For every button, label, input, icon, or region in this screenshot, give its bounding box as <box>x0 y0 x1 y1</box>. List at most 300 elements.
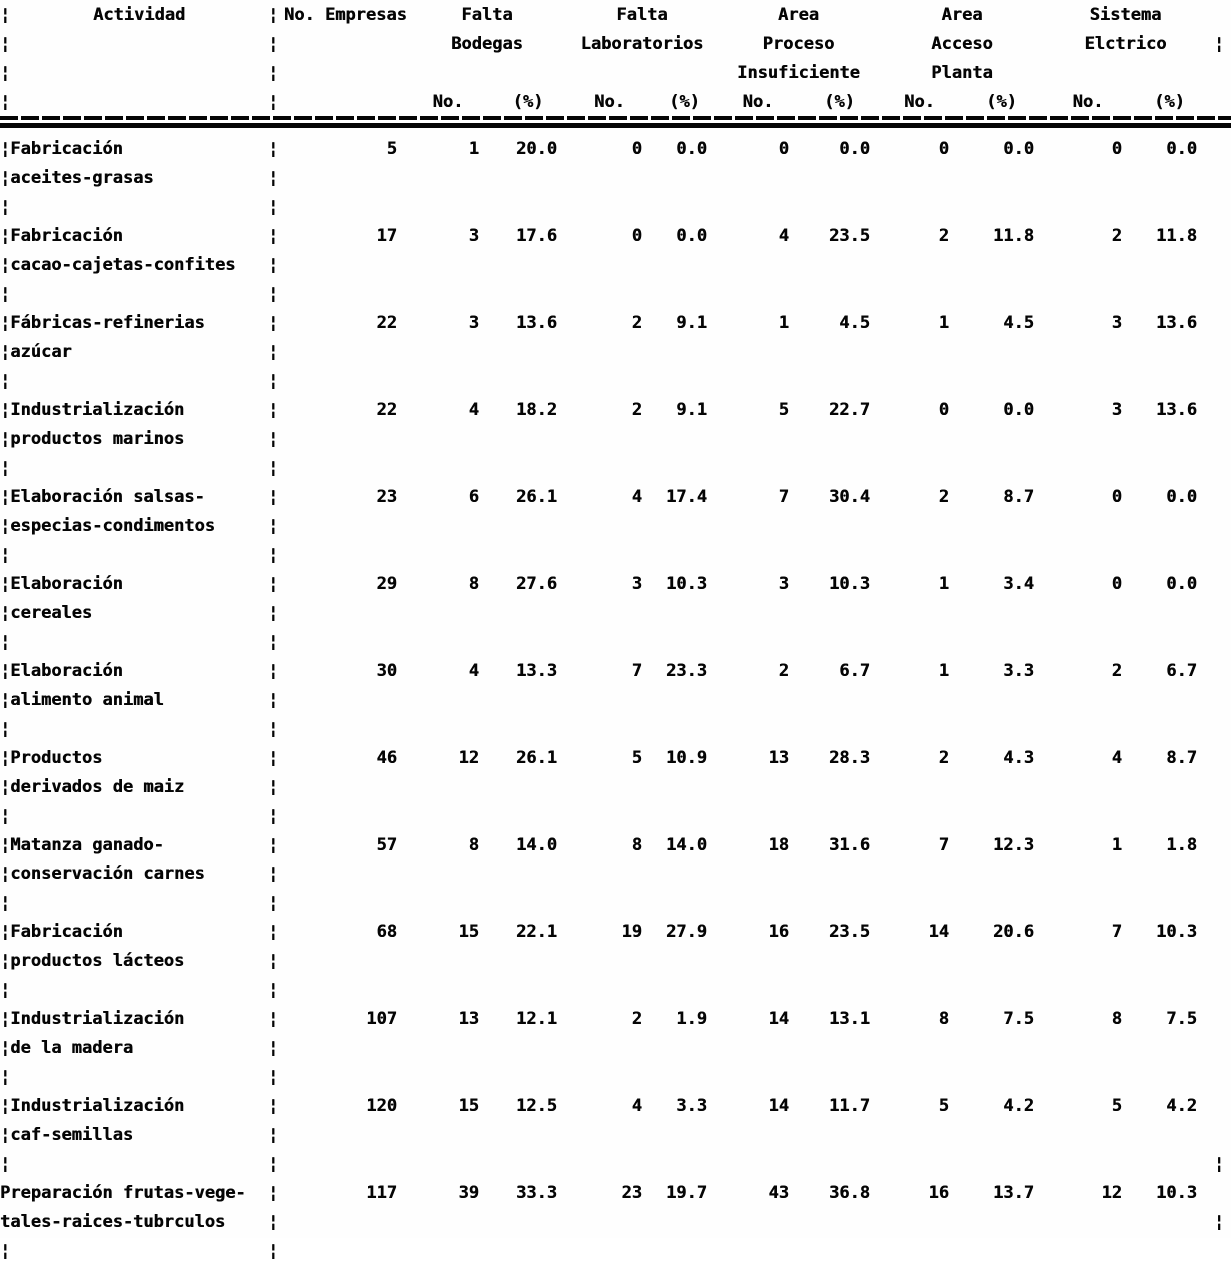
cell-electrico-no: 3 <box>1111 399 1122 420</box>
pipe-mark: ¦ <box>0 1008 11 1029</box>
cell-activity-line1 <box>0 400 268 420</box>
cell-acceso-no: 0 <box>938 399 949 420</box>
pipe-mark: ¦ <box>268 370 279 391</box>
table-row-separator-line <box>0 627 1231 656</box>
cell-lab-no: 7 <box>631 660 642 681</box>
pipe-mark: ¦ <box>268 921 279 942</box>
cell-acceso-pct: 8.7 <box>1003 486 1034 507</box>
activity-name-line1: Industrialización <box>10 1095 185 1116</box>
pipe-mark: ¦ <box>268 486 279 507</box>
cell-proceso-no: 4 <box>778 225 789 246</box>
cell-proceso-no: 16 <box>768 921 789 942</box>
cell-activity-line1 <box>0 574 268 594</box>
cell-lab-no: 4 <box>631 1095 642 1116</box>
pipe-mark: ¦ <box>1213 33 1225 54</box>
cell-acceso-pct: 0.0 <box>1003 138 1034 159</box>
pipe-mark: ¦ <box>268 1124 279 1145</box>
cell-electrico-no: 5 <box>1111 1095 1122 1116</box>
cell-proceso-no: 43 <box>768 1182 789 1203</box>
cell-bodegas-no: 8 <box>468 834 479 855</box>
cell-acceso-no: 0 <box>938 138 949 159</box>
pipe-mark: ¦ <box>268 1240 279 1261</box>
column-header-empresas: No. Empresas <box>284 4 407 25</box>
activity-name-line2: productos marinos <box>10 428 185 449</box>
cell-bodegas-no: 39 <box>458 1182 479 1203</box>
pipe-mark: ¦ <box>0 689 11 710</box>
pipe-mark: ¦ <box>0 834 11 855</box>
cell-acceso-pct: 3.3 <box>1003 660 1034 681</box>
cell-lab-pct: 19.7 <box>666 1182 707 1203</box>
cell-lab-pct: 0.0 <box>676 225 707 246</box>
pipe-mark: ¦ <box>268 1095 279 1116</box>
cell-bodegas-pct: 12.5 <box>516 1095 557 1116</box>
pipe-mark: ¦ <box>268 138 279 159</box>
cell-empresas: 46 <box>376 747 397 768</box>
column-header-actividad <box>0 5 268 25</box>
table-row-separator-line <box>0 366 1231 395</box>
table-row-line-1 <box>0 917 1231 946</box>
cell-empresas: 29 <box>376 573 397 594</box>
cell-lab-no: 3 <box>631 573 642 594</box>
cell-electrico-pct: 6.7 <box>1166 660 1197 681</box>
cell-proceso-no: 14 <box>768 1095 789 1116</box>
pipe-mark: ¦ <box>268 573 279 594</box>
cell-lab-pct: 14.0 <box>666 834 707 855</box>
table-row-separator-line <box>0 801 1231 830</box>
activity-name-line2: alimento animal <box>10 689 164 710</box>
activity-name-line2: aceites-grasas <box>10 167 154 188</box>
pipe-mark: ¦ <box>268 1037 279 1058</box>
cell-acceso-pct: 7.5 <box>1003 1008 1034 1029</box>
header-line-1 <box>0 0 1231 29</box>
cell-lab-no: 0 <box>631 225 642 246</box>
pipe-mark: ¦ <box>268 341 279 362</box>
table-row <box>0 308 1231 395</box>
cell-activity-line1 <box>0 1183 268 1203</box>
cell-acceso-pct: 4.5 <box>1003 312 1034 333</box>
cell-proceso-pct: 28.3 <box>829 747 870 768</box>
table-row-line-2 <box>0 859 1231 888</box>
cell-bodegas-pct: 27.6 <box>516 573 557 594</box>
cell-activity-line2 <box>0 516 268 536</box>
table-row <box>0 569 1231 656</box>
pipe-mark: ¦ <box>0 776 11 797</box>
cell-acceso-pct: 20.6 <box>993 921 1034 942</box>
subheader-acceso-pct: (%) <box>986 91 1017 112</box>
cell-bodegas-pct: 26.1 <box>516 747 557 768</box>
pipe-mark: ¦ <box>268 457 279 478</box>
pipe-mark: ¦ <box>0 515 11 536</box>
cell-lab-pct: 9.1 <box>676 312 707 333</box>
table-row-separator-line <box>0 975 1231 1004</box>
cell-bodegas-pct: 13.6 <box>516 312 557 333</box>
activity-name-line2: cacao-cajetas-confites <box>10 254 236 275</box>
pipe-mark: ¦ <box>268 631 279 652</box>
pipe-mark: ¦ <box>268 805 279 826</box>
cell-lab-no: 5 <box>631 747 642 768</box>
activity-name-line1: Matanza ganado- <box>10 834 164 855</box>
cell-bodegas-no: 4 <box>468 660 479 681</box>
table-row-line-2 <box>0 511 1231 540</box>
subheader-laboratorios-pct: (%) <box>669 91 700 112</box>
activity-name-line1: Elaboración <box>10 573 123 594</box>
cell-electrico-pct: 0.0 <box>1166 573 1197 594</box>
pipe-mark: ¦ <box>0 399 11 420</box>
activity-name-line1: Fabricación <box>10 921 123 942</box>
cell-bodegas-no: 1 <box>468 138 479 159</box>
pipe-mark: ¦ <box>268 4 279 25</box>
cell-activity-line2 <box>0 690 268 710</box>
pipe-mark: ¦ <box>268 225 279 246</box>
activity-name-line2: especias-condimentos <box>10 515 215 536</box>
cell-bodegas-pct: 18.2 <box>516 399 557 420</box>
cell-activity-line1 <box>0 835 268 855</box>
pipe-mark: ¦ <box>0 1153 11 1174</box>
pipe-mark: ¦ <box>0 167 11 188</box>
table-row-line-1 <box>0 308 1231 337</box>
table-row-separator-line <box>0 1149 1231 1178</box>
cell-proceso-no: 5 <box>778 399 789 420</box>
pipe-mark: ¦ <box>0 138 11 159</box>
cell-electrico-pct: 4.2 <box>1166 1095 1197 1116</box>
table-row <box>0 830 1231 917</box>
pipe-mark: ¦ <box>0 312 11 333</box>
cell-acceso-pct: 3.4 <box>1003 573 1034 594</box>
cell-bodegas-pct: 33.3 <box>516 1182 557 1203</box>
subheader-laboratorios-no: No. <box>594 91 625 112</box>
cell-acceso-pct: 4.3 <box>1003 747 1034 768</box>
table-row-line-1 <box>0 569 1231 598</box>
table-row-line-1 <box>0 482 1231 511</box>
pipe-mark: ¦ <box>0 718 11 739</box>
subheader-proceso-pct: (%) <box>824 91 855 112</box>
cell-electrico-no: 0 <box>1111 486 1122 507</box>
cell-activity-line2 <box>0 255 268 275</box>
pipe-mark: ¦ <box>268 602 279 623</box>
pipe-mark: ¦ <box>0 573 11 594</box>
cell-activity-line2 <box>0 429 268 449</box>
cell-empresas: 30 <box>376 660 397 681</box>
pipe-mark: ¦ <box>0 1066 11 1087</box>
cell-acceso-no: 5 <box>938 1095 949 1116</box>
pipe-mark: ¦ <box>0 370 11 391</box>
header-line-3 <box>0 58 1231 87</box>
pipe-mark: ¦ <box>268 399 279 420</box>
cell-lab-no: 4 <box>631 486 642 507</box>
pipe-mark: ¦ <box>0 62 11 83</box>
cell-acceso-pct: 11.8 <box>993 225 1034 246</box>
cell-activity-line1 <box>0 661 268 681</box>
activity-name-line2: cereales <box>10 602 93 623</box>
cell-bodegas-pct: 12.1 <box>516 1008 557 1029</box>
column-header-planta: Planta <box>931 62 993 83</box>
activity-name-line2: conservación carnes <box>10 863 205 884</box>
table-row-line-2 <box>0 772 1231 801</box>
column-header-bodegas: Bodegas <box>451 33 523 54</box>
cell-bodegas-no: 8 <box>468 573 479 594</box>
cell-lab-pct: 17.4 <box>666 486 707 507</box>
cell-activity-line1 <box>0 226 268 246</box>
cell-empresas: 107 <box>366 1008 397 1029</box>
table-row-line-1 <box>0 134 1231 163</box>
table-row-line-2 <box>0 1033 1231 1062</box>
column-header-sistema: Sistema <box>1089 4 1162 25</box>
column-header-elctrico: Elctrico <box>1084 33 1167 54</box>
table-row-separator-line <box>0 279 1231 308</box>
cell-acceso-pct: 13.7 <box>993 1182 1034 1203</box>
cell-proceso-no: 3 <box>778 573 789 594</box>
table-row-separator-line <box>0 1062 1231 1091</box>
cell-acceso-no: 2 <box>938 747 949 768</box>
table-row-line-2 <box>0 598 1231 627</box>
pipe-mark: ¦ <box>268 544 279 565</box>
table-row-line-1 <box>0 1004 1231 1033</box>
table-row-separator-line <box>0 714 1231 743</box>
subheader-bodegas-no: No. <box>432 91 464 112</box>
table-row-line-2 <box>0 337 1231 366</box>
cell-bodegas-pct: 20.0 <box>516 138 557 159</box>
cell-activity-line2 <box>0 168 268 188</box>
cell-proceso-pct: 23.5 <box>829 921 870 942</box>
cell-proceso-no: 14 <box>768 1008 789 1029</box>
table-row <box>0 395 1231 482</box>
cell-electrico-pct: 0.0 <box>1166 486 1197 507</box>
cell-empresas: 57 <box>376 834 397 855</box>
cell-bodegas-no: 15 <box>458 1095 479 1116</box>
cell-acceso-pct: 0.0 <box>1003 399 1034 420</box>
table-row-separator-line <box>0 540 1231 569</box>
pipe-mark: ¦ <box>0 283 11 304</box>
cell-lab-no: 2 <box>631 1008 642 1029</box>
column-header-proceso: Proceso <box>762 33 835 54</box>
cell-electrico-no: 1 <box>1111 834 1122 855</box>
pipe-mark: ¦ <box>268 863 279 884</box>
cell-bodegas-no: 3 <box>468 312 479 333</box>
cell-activity-line2 <box>0 864 268 884</box>
subheader-electrico-pct: (%) <box>1154 91 1185 112</box>
column-header-falta-bodegas: Falta <box>461 4 513 25</box>
cell-electrico-no: 7 <box>1111 921 1122 942</box>
cell-activity-line2 <box>0 951 268 971</box>
cell-electrico-pct: 0.0 <box>1166 138 1197 159</box>
activity-name-line1: Fábricas-refinerias <box>10 312 205 333</box>
table-row <box>0 221 1231 308</box>
activity-name-line1: Industrialización <box>10 399 185 420</box>
pipe-mark: ¦ <box>268 196 279 217</box>
table-row-line-1 <box>0 830 1231 859</box>
header-line-4 <box>0 87 1231 116</box>
header-line-2 <box>0 29 1231 58</box>
cell-activity-line1 <box>0 487 268 507</box>
cell-proceso-no: 13 <box>768 747 789 768</box>
pipe-mark: ¦ <box>0 631 11 652</box>
column-header-area-acceso: Area <box>941 4 983 25</box>
table-row-line-2 <box>0 250 1231 279</box>
cell-activity-line1 <box>0 1009 268 1029</box>
table-row-separator-line <box>0 888 1231 917</box>
activity-name-line1: Productos <box>10 747 103 768</box>
cell-bodegas-no: 4 <box>468 399 479 420</box>
table-row-separator-line <box>0 453 1231 482</box>
cell-lab-no: 2 <box>631 399 642 420</box>
pipe-mark: ¦ <box>268 167 279 188</box>
cell-empresas: 22 <box>376 399 397 420</box>
table-row-line-2 <box>0 685 1231 714</box>
subheader-proceso-no: No. <box>742 91 774 112</box>
cell-electrico-no: 3 <box>1111 312 1122 333</box>
table-row-line-2 <box>0 1120 1231 1149</box>
cell-acceso-no: 8 <box>938 1008 949 1029</box>
pipe-mark: ¦ <box>1213 1153 1225 1174</box>
pipe-mark: ¦ <box>0 602 11 623</box>
table-row-line-2 <box>0 1207 1231 1236</box>
column-header-actividad-label: Actividad <box>93 4 186 25</box>
pipe-mark: ¦ <box>268 515 279 536</box>
cell-acceso-no: 16 <box>928 1182 949 1203</box>
cell-electrico-no: 0 <box>1111 138 1122 159</box>
cell-electrico-pct: 13.6 <box>1156 399 1197 420</box>
pipe-mark: ¦ <box>268 1066 279 1087</box>
cell-activity-line2 <box>0 777 268 797</box>
cell-acceso-no: 14 <box>928 921 949 942</box>
cell-electrico-pct: 7.5 <box>1166 1008 1197 1029</box>
pipe-mark: ¦ <box>0 544 11 565</box>
subheader-bodegas-pct: (%) <box>512 91 544 112</box>
activity-name-line2: productos lácteos <box>10 950 185 971</box>
pipe-mark: ¦ <box>0 892 11 913</box>
cell-electrico-pct: 10.3 <box>1156 1182 1197 1203</box>
cell-proceso-no: 1 <box>778 312 789 333</box>
cell-electrico-pct: 10.3 <box>1156 921 1197 942</box>
pipe-mark: ¦ <box>0 979 11 1000</box>
table-row-line-1 <box>0 395 1231 424</box>
pipe-mark: ¦ <box>0 341 11 362</box>
table-row <box>0 482 1231 569</box>
pipe-mark: ¦ <box>0 33 11 54</box>
cell-electrico-no: 2 <box>1111 225 1122 246</box>
cell-activity-line1 <box>0 922 268 942</box>
pipe-mark: ¦ <box>268 950 279 971</box>
activity-name-line1: Elaboración salsas- <box>10 486 205 507</box>
cell-electrico-no: 8 <box>1111 1008 1122 1029</box>
pipe-mark: ¦ <box>268 1153 279 1174</box>
pipe-mark: ¦ <box>0 747 11 768</box>
pipe-mark: ¦ <box>268 312 279 333</box>
cell-lab-pct: 23.3 <box>666 660 707 681</box>
cell-lab-no: 8 <box>631 834 642 855</box>
cell-proceso-no: 2 <box>778 660 789 681</box>
cell-bodegas-no: 13 <box>458 1008 479 1029</box>
cell-proceso-pct: 30.4 <box>829 486 870 507</box>
pipe-mark: ¦ <box>0 196 11 217</box>
cell-lab-pct: 0.0 <box>676 138 707 159</box>
cell-proceso-pct: 36.8 <box>829 1182 870 1203</box>
pipe-mark: ¦ <box>0 921 11 942</box>
cell-lab-pct: 9.1 <box>676 399 707 420</box>
cell-empresas: 117 <box>366 1182 397 1203</box>
table-row <box>0 134 1231 221</box>
cell-activity-line1 <box>0 748 268 768</box>
pipe-mark: ¦ <box>0 1124 11 1145</box>
cell-bodegas-pct: 13.3 <box>516 660 557 681</box>
cell-proceso-pct: 22.7 <box>829 399 870 420</box>
table-row-separator-line <box>0 1236 1231 1265</box>
activity-name-line1: Fabricación <box>10 138 123 159</box>
cell-empresas: 22 <box>376 312 397 333</box>
subheader-electrico-no: No. <box>1072 91 1104 112</box>
cell-proceso-pct: 4.5 <box>839 312 870 333</box>
activity-name-line1: Preparación frutas-vege- <box>0 1182 246 1203</box>
table-row-line-2 <box>0 163 1231 192</box>
cell-acceso-pct: 4.2 <box>1003 1095 1034 1116</box>
table-row <box>0 1091 1231 1178</box>
cell-bodegas-pct: 14.0 <box>516 834 557 855</box>
table-row-line-1 <box>0 221 1231 250</box>
activity-name-line1: Industrialización <box>10 1008 185 1029</box>
cell-activity-line2 <box>0 603 268 623</box>
pipe-mark: ¦ <box>0 225 11 246</box>
cell-electrico-no: 0 <box>1111 573 1122 594</box>
activity-name-line1: Fabricación <box>10 225 123 246</box>
pipe-mark: ¦ <box>0 457 11 478</box>
cell-activity-line2 <box>0 1038 268 1058</box>
pipe-mark: ¦ <box>0 486 11 507</box>
pipe-mark: ¦ <box>268 747 279 768</box>
column-header-laboratorios: Laboratorios <box>580 33 704 54</box>
double-rule-divider <box>0 116 1231 128</box>
cell-electrico-no: 4 <box>1111 747 1122 768</box>
pipe-mark: ¦ <box>0 1095 11 1116</box>
table-row-line-1 <box>0 743 1231 772</box>
cell-lab-pct: 1.9 <box>676 1008 707 1029</box>
cell-activity-line2 <box>0 342 268 362</box>
subheader-acceso-no: No. <box>904 91 935 112</box>
cell-proceso-pct: 6.7 <box>839 660 870 681</box>
cell-activity-line1 <box>0 313 268 333</box>
table-row-line-1 <box>0 1091 1231 1120</box>
table-row-separator-line <box>0 192 1231 221</box>
table-row-line-2 <box>0 946 1231 975</box>
cell-electrico-no: 2 <box>1111 660 1122 681</box>
pipe-mark: ¦ <box>0 1240 11 1261</box>
table-row <box>0 1004 1231 1091</box>
pipe-mark: ¦ <box>0 805 11 826</box>
pipe-mark: ¦ <box>0 91 11 112</box>
cell-bodegas-no: 12 <box>458 747 479 768</box>
cell-bodegas-no: 6 <box>468 486 479 507</box>
cell-activity-line2 <box>0 1125 268 1145</box>
cell-activity-line1 <box>0 1096 268 1116</box>
cell-acceso-no: 1 <box>938 312 949 333</box>
cell-acceso-pct: 12.3 <box>993 834 1034 855</box>
column-header-insuficiente: Insuficiente <box>737 62 860 83</box>
activity-name-line2: caf-semillas <box>10 1124 134 1145</box>
pipe-mark: ¦ <box>268 283 279 304</box>
cell-lab-pct: 3.3 <box>676 1095 707 1116</box>
table-row <box>0 743 1231 830</box>
cell-bodegas-pct: 17.6 <box>516 225 557 246</box>
pipe-mark: ¦ <box>268 1182 279 1203</box>
activity-name-line2: tales-raices-tubrculos <box>0 1211 226 1232</box>
pipe-mark: ¦ <box>0 254 11 275</box>
pipe-mark: ¦ <box>268 660 279 681</box>
cell-electrico-pct: 1.8 <box>1166 834 1197 855</box>
table-row-line-1 <box>0 656 1231 685</box>
table-row-line-2 <box>0 424 1231 453</box>
cell-empresas: 68 <box>376 921 397 942</box>
cell-lab-no: 2 <box>631 312 642 333</box>
cell-bodegas-pct: 26.1 <box>516 486 557 507</box>
